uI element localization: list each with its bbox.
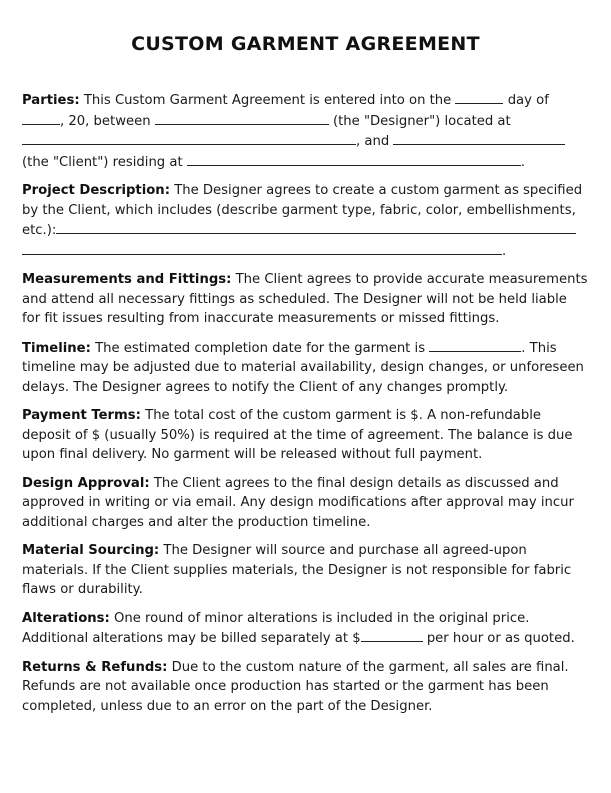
parties-label: Parties:: [22, 93, 80, 108]
garment-description-blank-1[interactable]: [56, 220, 576, 234]
parties-text-4: (the "Designer") located at: [332, 113, 511, 129]
project-line-extra: [22, 241, 589, 262]
project-label: Project Description:: [22, 183, 170, 198]
completion-date-blank[interactable]: [429, 338, 521, 352]
agreement-sections: [22, 90, 589, 716]
section-measurements: [22, 270, 589, 329]
hourly-rate-blank[interactable]: [361, 628, 423, 642]
section-returns-refunds: [22, 658, 589, 717]
timeline-label: Timeline:: [22, 340, 91, 356]
section-timeline: [22, 338, 589, 398]
parties-line-3: [22, 131, 589, 152]
section-payment-terms: [22, 406, 589, 465]
alterations-text-2: per hour or as quoted.: [426, 631, 575, 646]
project-text: The Designer agrees to create a custom garment as specified by the Client, which includes (describe garment type, fabric, color, embellishments, etc.):: [22, 183, 583, 238]
parties-line-2: [22, 111, 589, 132]
parties-text-5: , and: [356, 134, 390, 149]
design-label: Design Approval:: [22, 475, 150, 491]
section-alterations: [22, 609, 589, 649]
parties-line-1: [22, 90, 589, 111]
alterations-label: Alterations:: [22, 610, 110, 626]
date-day-blank[interactable]: [455, 90, 503, 104]
parties-text-2: day of: [507, 93, 549, 108]
material-text: The Designer will source and purchase all agreed-upon materials. If the Client supplies materials, the Designer is not responsible for fabric flaws or durability.: [22, 543, 572, 597]
project-text-end: .: [502, 243, 507, 259]
client-name-blank[interactable]: [393, 131, 565, 145]
payment-text: The total cost of the custom garment is $. A non-refundable deposit of $ (usually 50%) is required at the time of agreement. The balance is due upon final delivery. No garment will be released without full payment.: [22, 408, 573, 462]
section-design-approval: [22, 474, 589, 533]
parties-line-4: [22, 152, 589, 173]
design-text: The Client agrees to the final design details as discussed and approved in writing or via email. Any design modifications after approval may incur additional charges and alter the production timeline.: [22, 475, 574, 530]
garment-description-blank-2[interactable]: [22, 241, 502, 255]
timeline-text-2: . This timeline may be adjusted due to material availability, design changes, or unforeseen delays. The Designer agrees to notify the Client of any changes promptly.: [22, 340, 584, 395]
section-parties: [22, 90, 589, 172]
designer-name-blank[interactable]: [155, 111, 329, 125]
parties-text-6: (the "Client") residing at: [22, 154, 183, 170]
returns-text: Due to the custom nature of the garment, all sales are final. Refunds are not available once production has started or the garment has been completed, unless due to an error on the part of the Designer.: [22, 659, 569, 714]
measurements-label: Measurements and Fittings:: [22, 272, 232, 287]
date-month-blank[interactable]: [22, 111, 60, 125]
section-project-description: [22, 181, 589, 261]
returns-label: Returns & Refunds:: [22, 659, 168, 675]
parties-text-3: , 20, between: [60, 113, 151, 129]
document-title: CUSTOM GARMENT AGREEMENT: [131, 33, 480, 55]
parties-text-7: .: [520, 154, 526, 170]
client-address-blank[interactable]: [187, 152, 521, 166]
timeline-text-1: The estimated completion date for the garment is: [95, 340, 426, 356]
measurements-text: The Client agrees to provide accurate measurements and attend all necessary fittings as scheduled. The Designer will not be held liable for fit issues resulting from inaccurate measurements or missed fittings.: [22, 272, 588, 326]
payment-label: Payment Terms:: [22, 408, 141, 423]
designer-address-blank[interactable]: [22, 131, 356, 145]
alterations-text-1: One round of minor alterations is included in the original price. Additional alterations may be billed separately at $: [22, 610, 530, 646]
parties-text-1: This Custom Garment Agreement is entered into on the: [83, 93, 452, 108]
section-material-sourcing: [22, 541, 589, 600]
material-label: Material Sourcing:: [22, 543, 160, 558]
